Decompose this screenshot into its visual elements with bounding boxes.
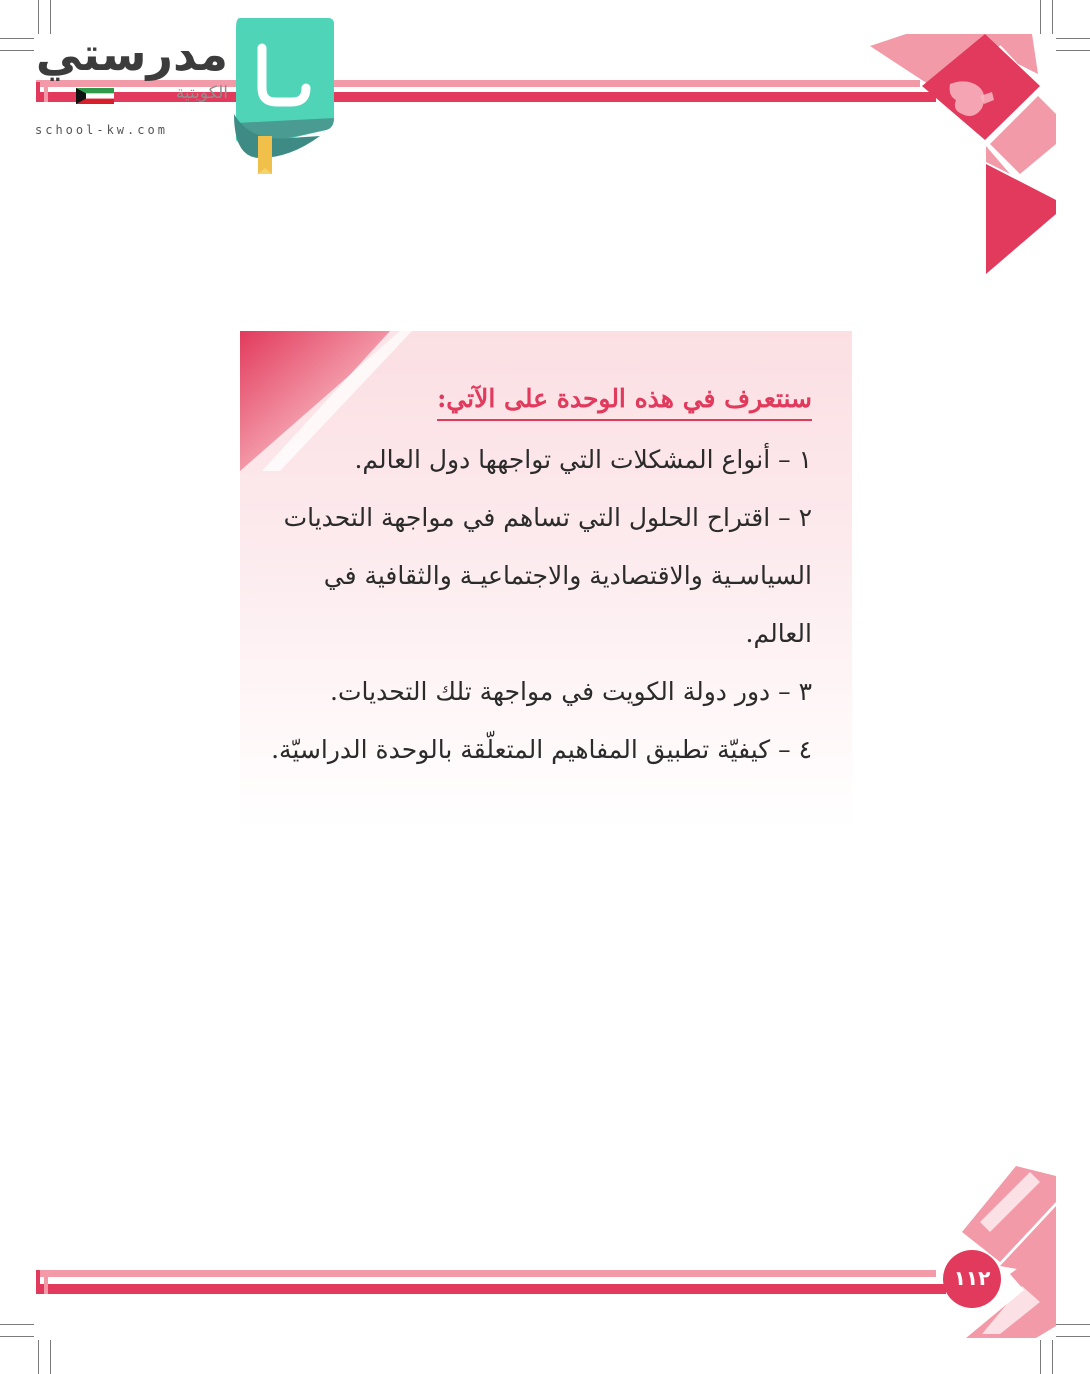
crop-mark xyxy=(1052,1340,1053,1374)
logo-url: school-kw.com xyxy=(35,123,168,137)
objectives-box xyxy=(240,331,852,830)
objectives-content xyxy=(252,379,812,779)
footer-stripe xyxy=(36,1270,40,1294)
crop-mark xyxy=(0,1336,34,1337)
objective-item: ١ – أنواع المشكلات التي تواجهها دول العالم. xyxy=(354,445,812,474)
crop-mark xyxy=(1052,0,1053,34)
crop-mark xyxy=(0,38,34,39)
book-logo-icon xyxy=(230,18,340,178)
objective-item: ٢ – اقتراح الحلول التي تساهم في مواجهة التحديات السياسـية والاقتصادية والاجتماعيـة والثقافية في العالم. xyxy=(283,503,812,648)
crop-mark xyxy=(1056,38,1090,39)
footer-stripe xyxy=(36,1270,936,1277)
footer-stripe xyxy=(36,1284,946,1294)
corner-ornament-icon xyxy=(870,34,1060,279)
crop-mark xyxy=(1040,1340,1041,1374)
page-number-ornament-icon xyxy=(930,1166,1060,1338)
crop-mark xyxy=(38,1340,39,1374)
logo-subtitle: الكويتية xyxy=(175,83,228,103)
crop-mark xyxy=(0,1324,34,1325)
crop-mark xyxy=(1040,0,1041,34)
objective-item: ٤ – كيفيّة تطبيق المفاهيم المتعلّقة بالوحدة الدراسيّة. xyxy=(271,735,812,764)
footer-stripe xyxy=(44,1270,48,1294)
page-number: ١١٢ xyxy=(953,1266,991,1290)
kuwait-flag-icon xyxy=(76,88,114,104)
objectives-list xyxy=(252,431,812,779)
objectives-title: سنتعرف في هذه الوحدة على الآتي: xyxy=(437,379,812,421)
crop-mark xyxy=(1056,1336,1090,1337)
crop-mark xyxy=(1056,50,1090,51)
objective-item: ٣ – دور دولة الكويت في مواجهة تلك التحديات. xyxy=(330,677,812,706)
crop-mark xyxy=(50,1340,51,1374)
site-logo[interactable] xyxy=(30,18,340,178)
logo-wordmark: مدرستي xyxy=(35,27,228,81)
crop-mark xyxy=(0,50,34,51)
crop-mark xyxy=(1056,1324,1090,1325)
